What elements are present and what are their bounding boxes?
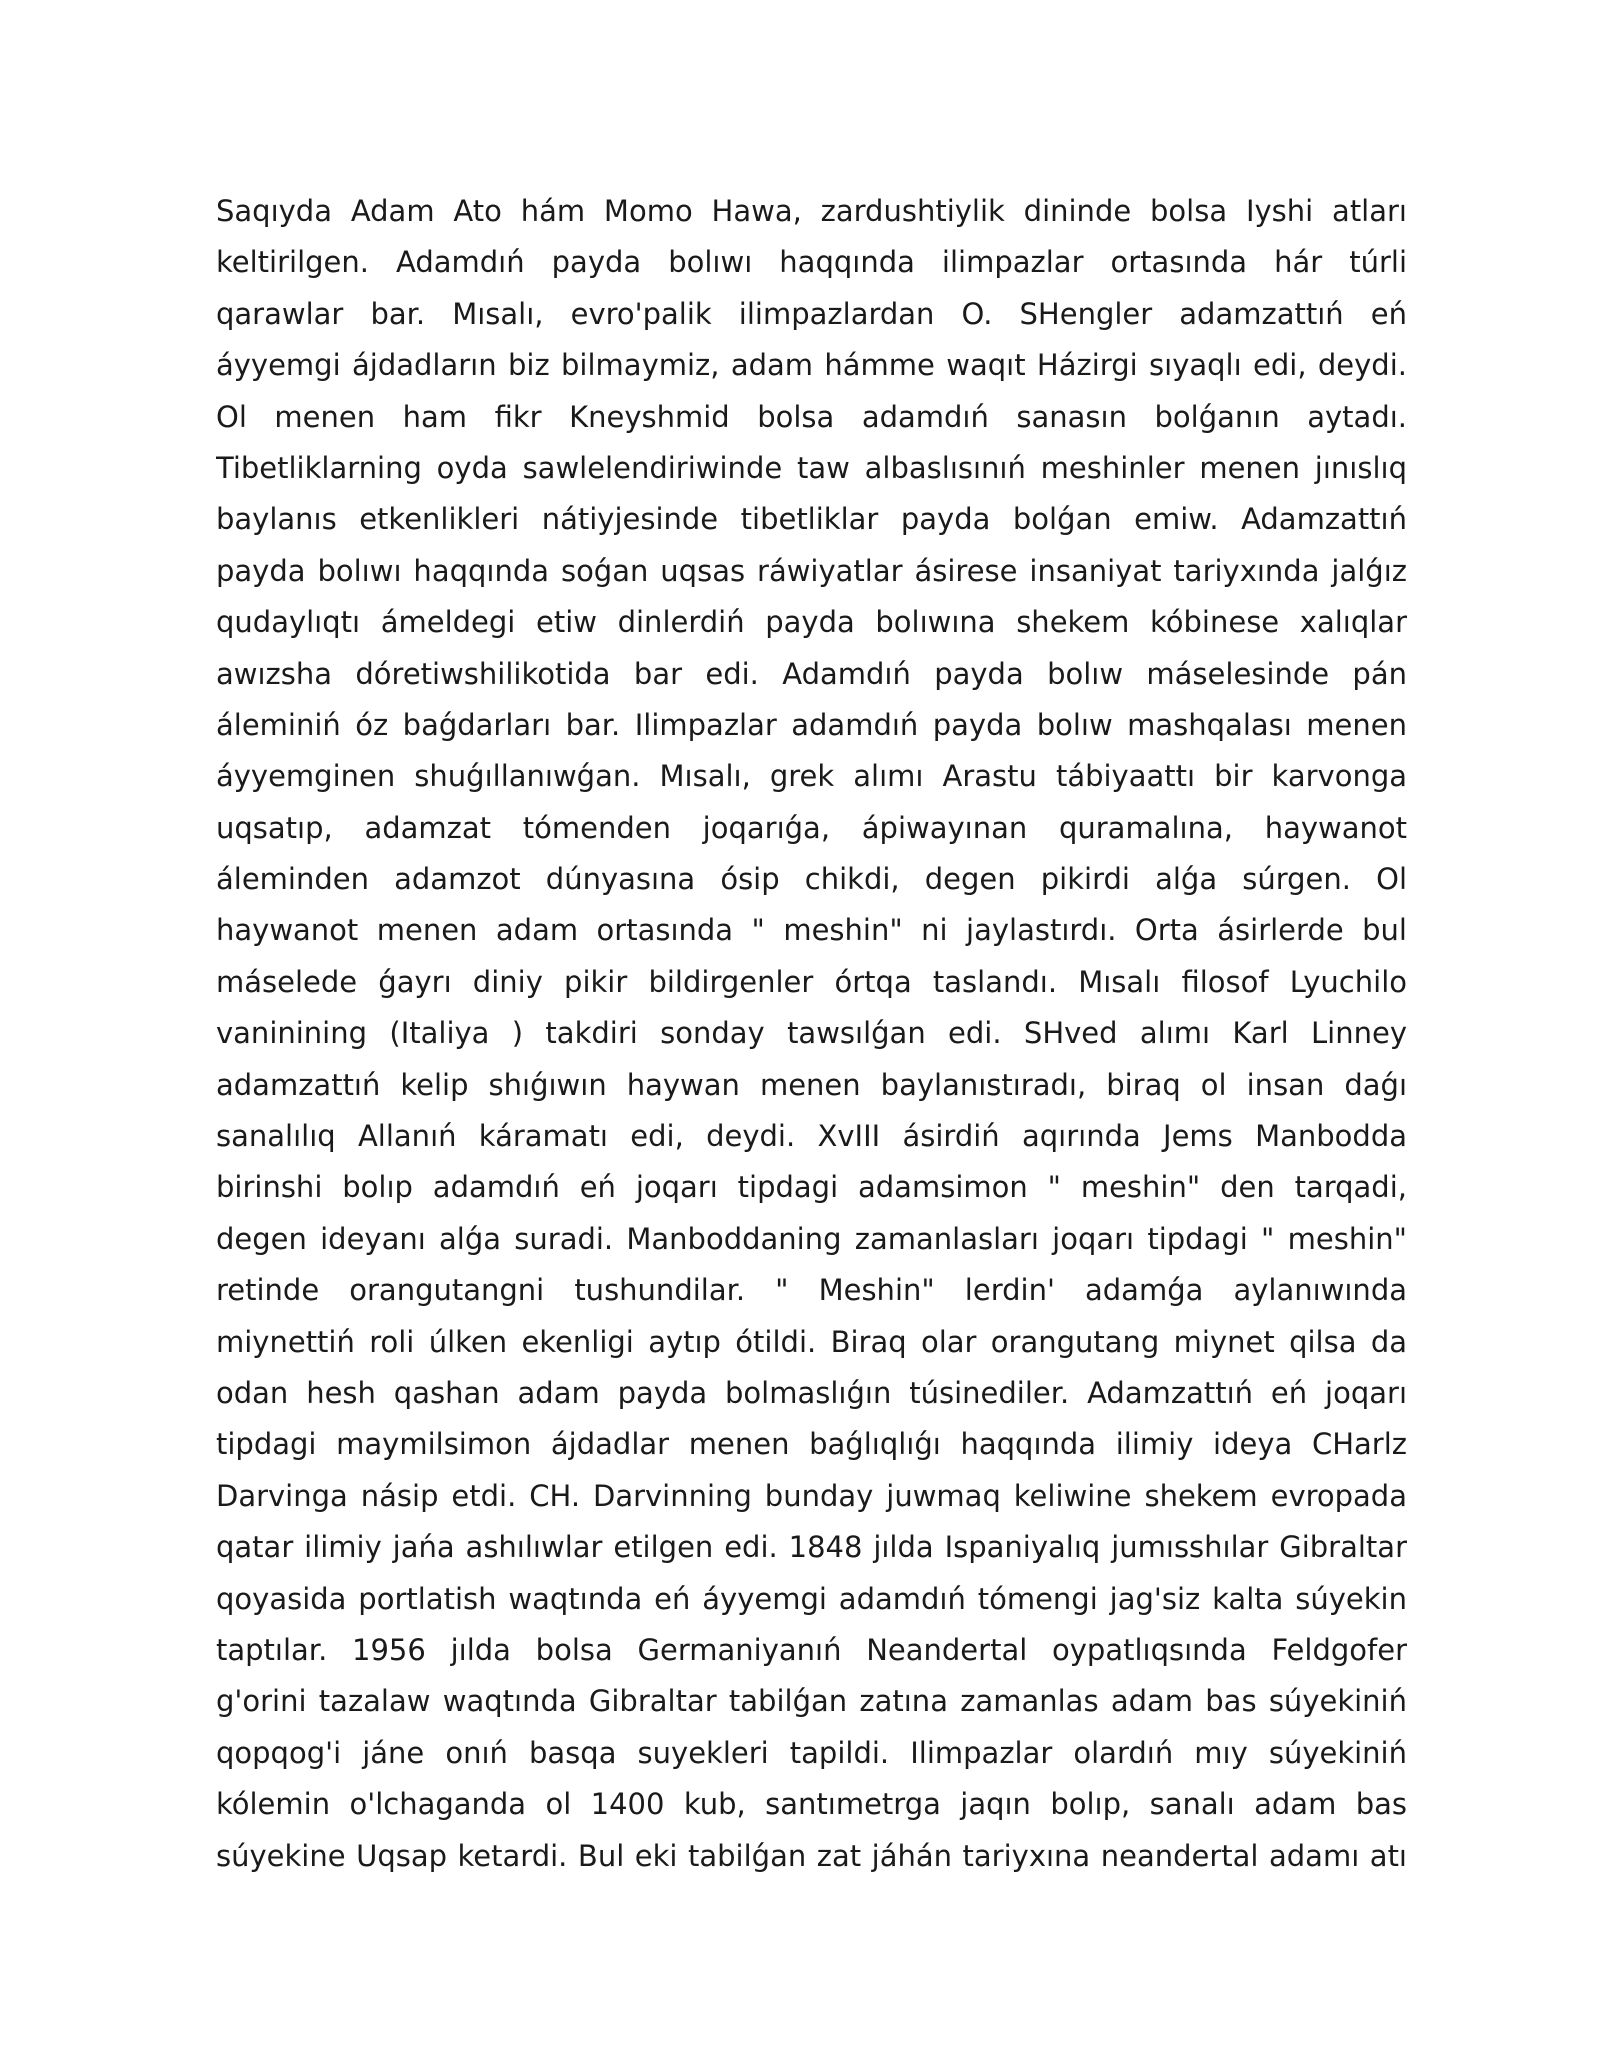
text-line: payda bolıwı haqqında soǵan uqsas ráwiyatlar ásirese insaniyat tariyxında jalǵız: [216, 553, 1407, 588]
text-line: áyyemgi ájdadların biz bilmaymiz, adam hámme waqıt Házirgi sıyaqlı edi, deydi.: [216, 348, 1407, 383]
text-line: tipdagi maymilsimon ájdadlar menen baǵlıqlıǵı haqqında ilimiy ideya CHarlz: [216, 1427, 1407, 1462]
text-line: áleminiń óz baǵdarları bar. Ilimpazlar adamdıń payda bolıw mashqalası menen: [216, 707, 1407, 742]
text-line: sanalılıq Allanıń káramatı edi, deydi. XvIII ásirdiń aqırında Jems Manbodda: [216, 1119, 1407, 1154]
text-line: baylanıs etkenlikleri nátiyjesinde tibetliklar payda bolǵan emiw. Adamzattıń: [216, 502, 1407, 537]
text-line: áleminden adamzot dúnyasına ósip chikdi, degen pikirdi alǵa súrgen. Ol: [216, 862, 1407, 897]
text-line: taptılar. 1956 jılda bolsa Germaniyanıń Neandertal oypatlıqsında Feldgofer: [216, 1632, 1407, 1667]
text-line: degen ideyanı alǵa suradi. Manboddaning zamanlasları joqarı tipdagi " meshin": [216, 1221, 1407, 1256]
text-line: birinshi bolıp adamdıń eń joqarı tipdagi adamsimon " meshin" den tarqadi,: [216, 1170, 1407, 1205]
text-line: uqsatıp, adamzat tómenden joqarıǵa, ápiwayınan quramalına, haywanot: [216, 810, 1407, 845]
text-line: Ol menen ham fikr Kneyshmid bolsa adamdıń sanasın bolǵanın aytadı.: [216, 399, 1407, 434]
text-line: Tibetliklarning oyda sawlelendiriwinde taw albaslısınıń meshinler menen jınıslıq: [216, 450, 1407, 485]
text-line: qarawlar bar. Mısalı, evro'palik ilimpazlardan O. SHengler adamzattıń eń: [216, 296, 1407, 331]
body-text: [216, 186, 1407, 1882]
text-line: áyyemginen shuǵıllanıwǵan. Mısalı, grek alımı Arastu tábiyaattı bir karvonga: [216, 759, 1407, 794]
text-line: qoyasida portlatish waqtında eń áyyemgi adamdıń tómengi jag'siz kalta súyekin: [216, 1581, 1407, 1616]
text-line: qopqog'i jáne onıń basqa suyekleri tapildi. Ilimpazlar olardıń mıy súyekiniń: [216, 1735, 1407, 1770]
text-line: odan hesh qashan adam payda bolmaslıǵın túsinediler. Adamzattıń eń joqarı: [216, 1375, 1407, 1410]
text-line: haywanot menen adam ortasında " meshin" ni jaylastırdı. Orta ásirlerde bul: [216, 913, 1407, 948]
text-line: retinde orangutangni tushundilar. " Meshin" lerdin' adamǵa aylanıwında: [216, 1273, 1407, 1308]
text-line: adamzattıń kelip shıǵıwın haywan menen baylanıstıradı, biraq ol insan daǵı: [216, 1067, 1407, 1102]
text-line: súyekine Uqsap ketardi. Bul eki tabilǵan zat jáhán tariyxına neandertal adamı atı: [216, 1838, 1407, 1873]
text-line: kólemin o'lchaganda ol 1400 kub, santımetrga jaqın bolıp, sanalı adam bas: [216, 1787, 1407, 1822]
text-line: Darvinga násip etdi. CH. Darvinning bunday juwmaq keliwine shekem evropada: [216, 1478, 1407, 1513]
text-line: Saqıyda Adam Ato hám Momo Hawa, zardushtiylik dininde bolsa Iyshi atları: [216, 194, 1407, 228]
text-line: máselede ǵayrı diniy pikir bildirgenler órtqa taslandı. Mısalı filosof Lyuchilo: [216, 964, 1407, 999]
text-line: vaninining (Italiya ) takdiri sonday tawsılǵan edi. SHved alımı Karl Linney: [216, 1016, 1407, 1051]
text-line: qudaylıqtı ámeldegi etiw dinlerdiń payda bolıwına shekem kóbinese xalıqlar: [216, 605, 1407, 640]
text-line: keltirilgen. Adamdıń payda bolıwı haqqında ilimpazlar ortasında hár túrli: [216, 245, 1407, 280]
text-line: g'orini tazalaw waqtında Gibraltar tabilǵan zatına zamanlas adam bas súyekiniń: [216, 1684, 1407, 1719]
text-line: miynettiń roli úlken ekenligi aytıp ótildi. Biraq olar orangutang miynet qilsa da: [216, 1324, 1407, 1359]
text-line: awızsha dóretiwshilikotida bar edi. Adamdıń payda bolıw máselesinde pán: [216, 656, 1407, 691]
text-line: qatar ilimiy jańa ashılıwlar etilgen edi. 1848 jılda Ispaniyalıq jumısshılar Gibraltar: [216, 1530, 1407, 1565]
